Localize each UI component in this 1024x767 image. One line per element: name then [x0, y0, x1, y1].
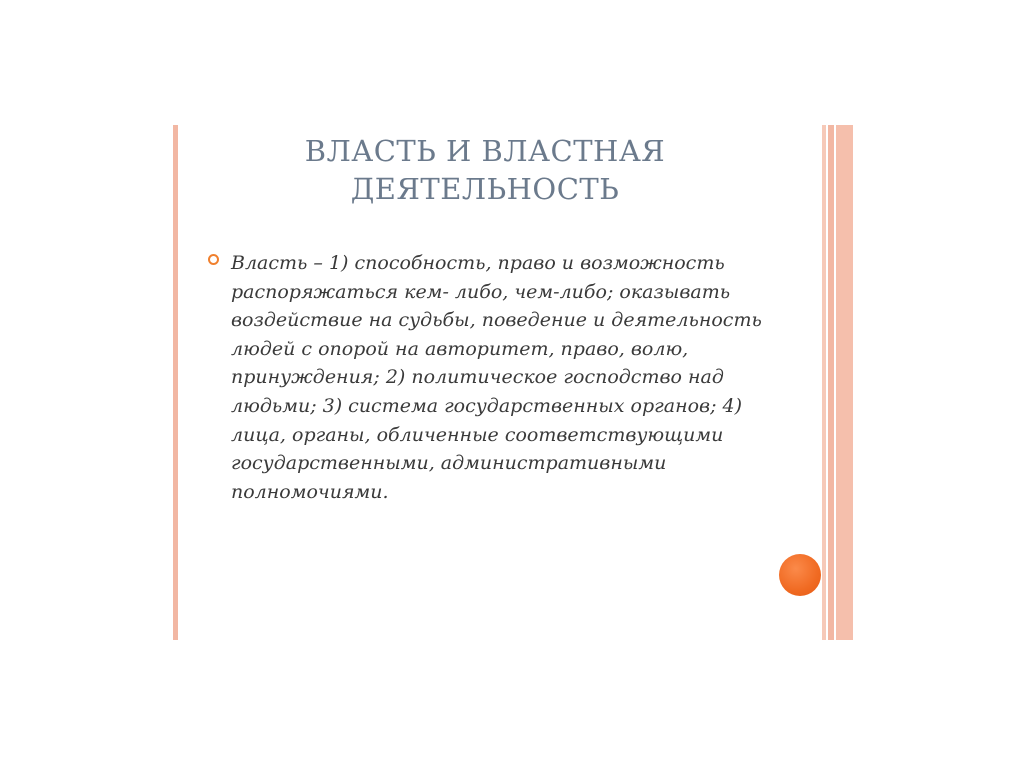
- slide-title: [260, 132, 710, 208]
- left-accent-bar: [173, 125, 178, 640]
- bullet-icon: [208, 254, 219, 265]
- slide-title-line1: ВЛАСТЬ И ВЛАСТНАЯ: [304, 134, 666, 168]
- right-accent-stripe-3: [836, 125, 853, 640]
- right-accent-stripe-1: [822, 125, 826, 640]
- orange-circle-decoration: [779, 554, 821, 596]
- right-accent-stripe-2: [828, 125, 834, 640]
- slide-title-line2: ДЕЯТЕЛЬНОСТЬ: [350, 172, 620, 206]
- bullet-text: Власть – 1) способность, право и возможность распоряжаться кем- либо, чем-либо; оказывать воздействие на судьбы, поведение и деятельность людей с опорой на авторитет, право, волю, принуждения; 2) политическое господство над людьми; 3) система государственных органов; 4) лица, органы, обличенные соответствующими государственными, административными полномочиями.: [231, 252, 762, 503]
